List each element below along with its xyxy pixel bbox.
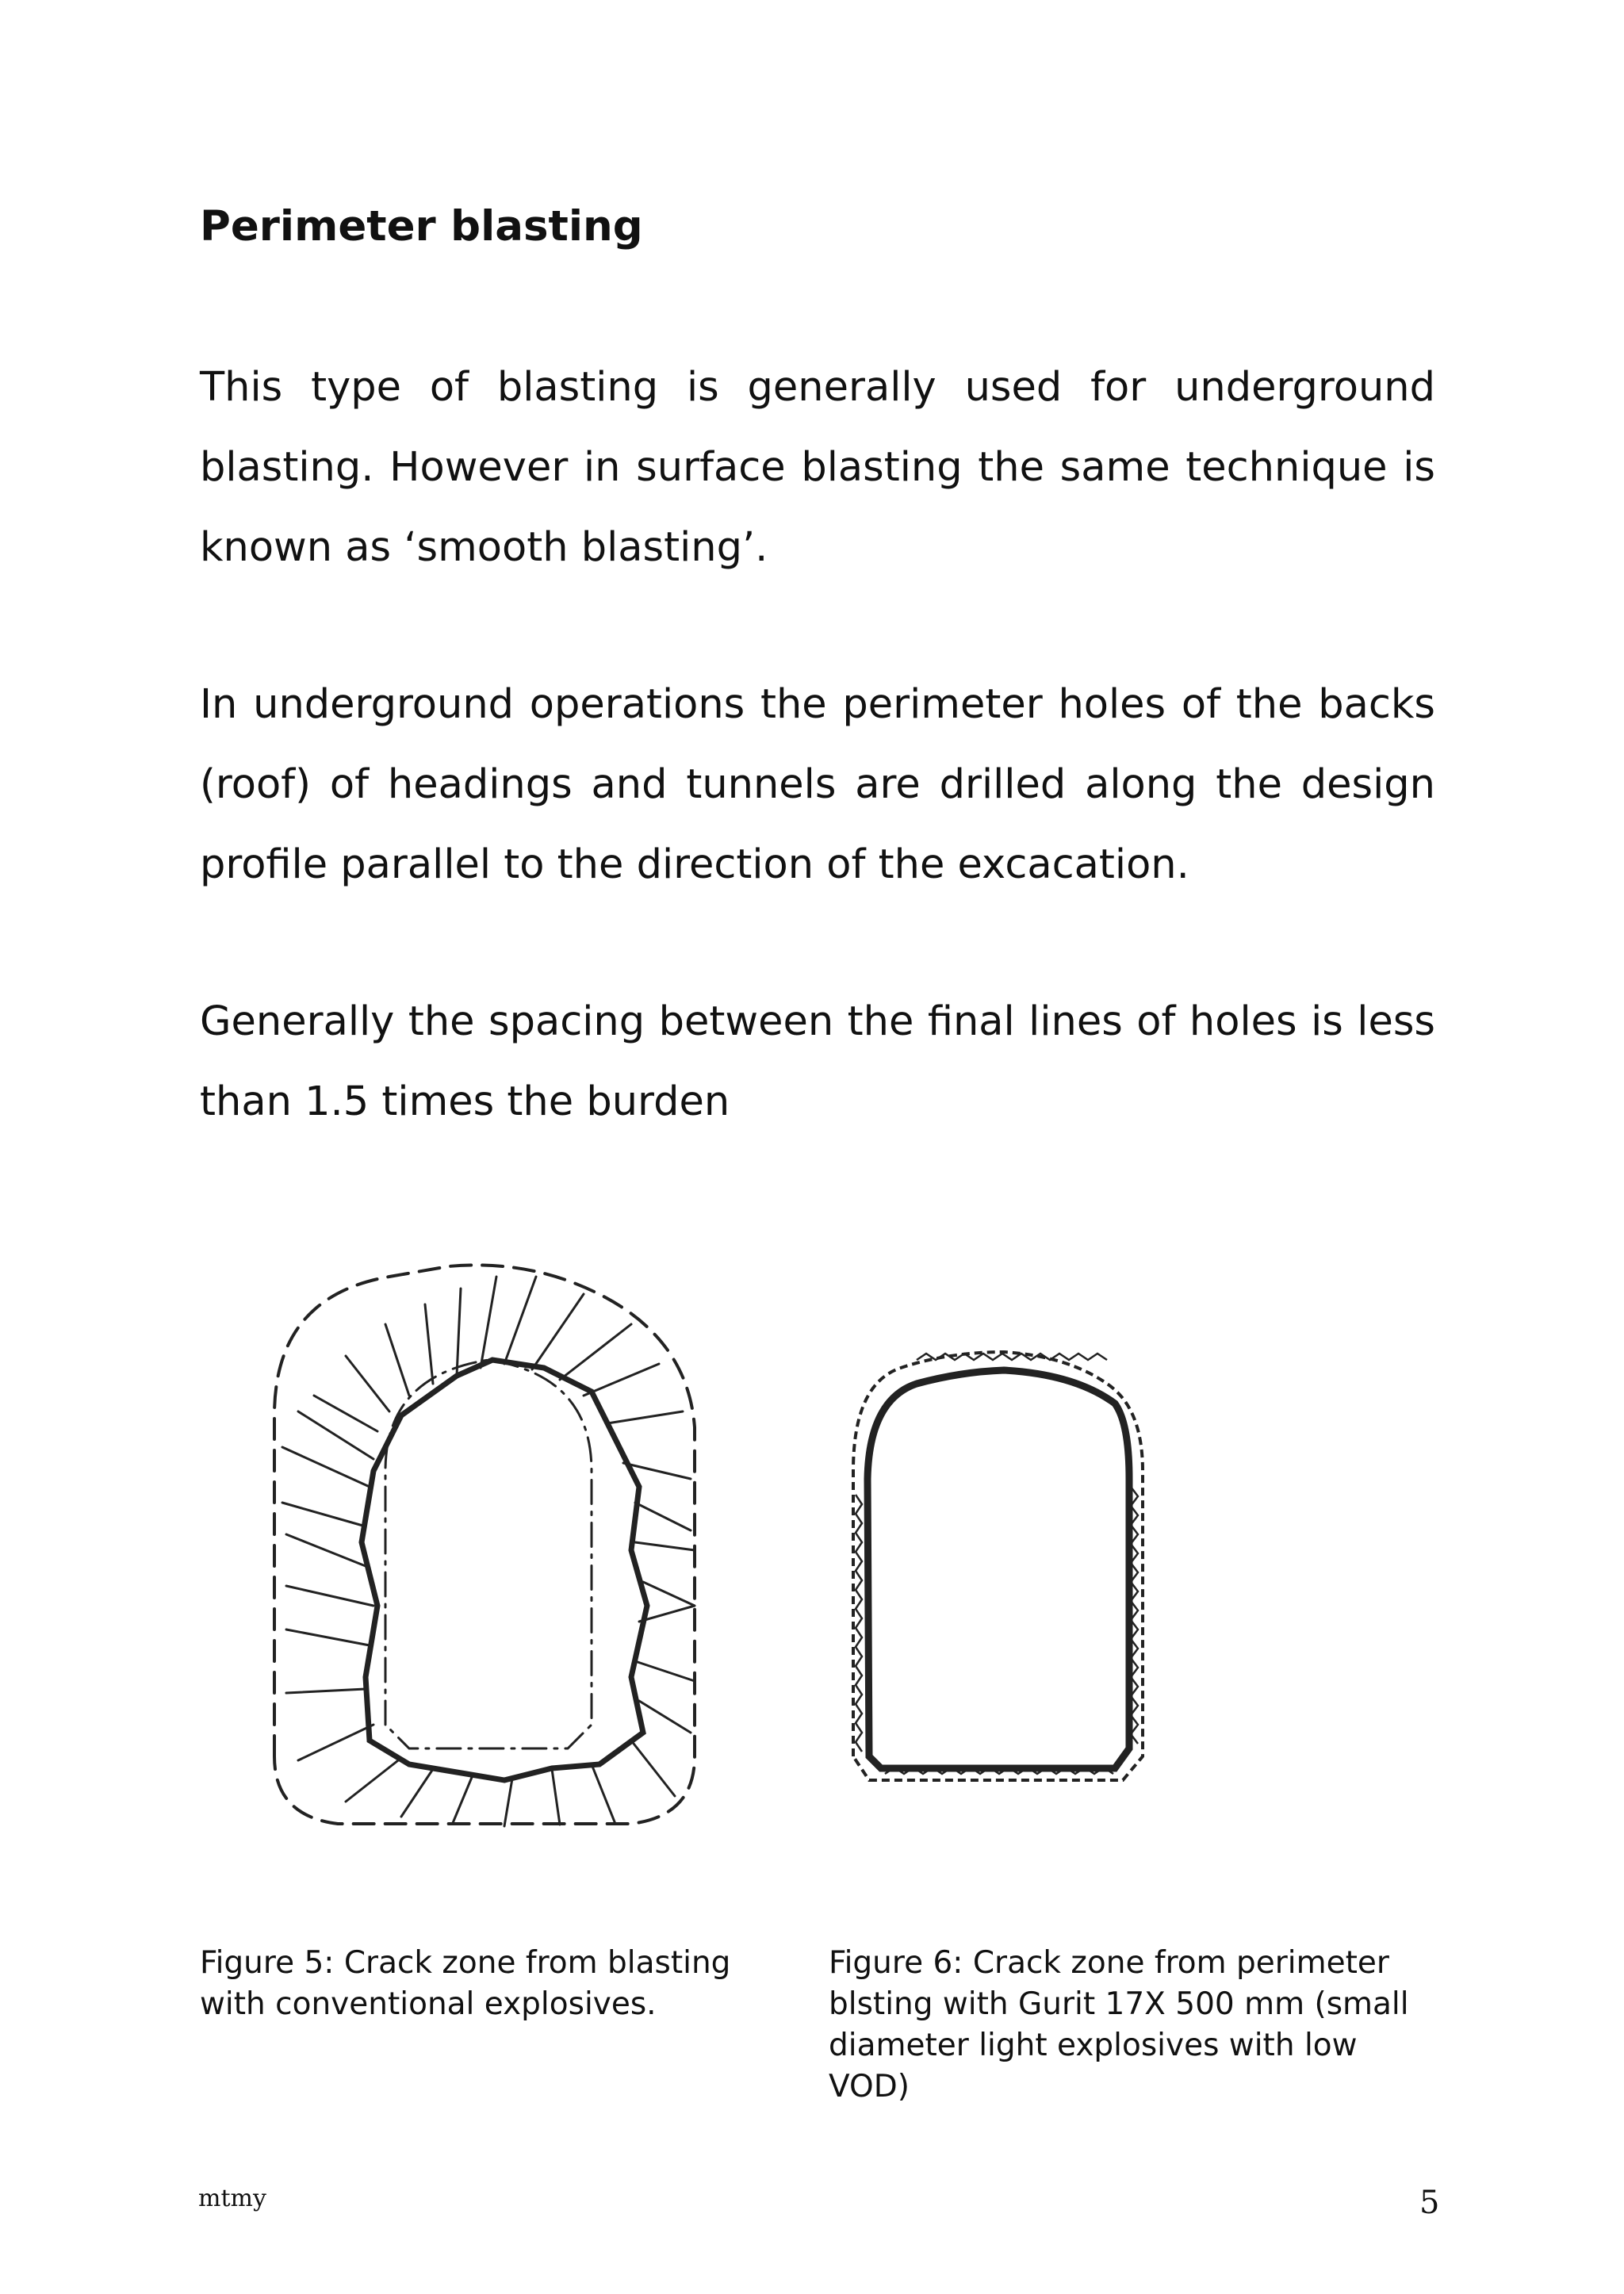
figure-6-caption: Figure 6: Crack zone from perimeter blsting with Gurit 17X 500 mm (small diameter light explosives with low VOD) — [829, 1945, 1409, 2104]
figure-5-drawing — [274, 1265, 695, 1826]
section-heading: Perimeter blasting — [200, 202, 643, 251]
figure-5-caption: Figure 5: Crack zone from blasting with conventional explosives. — [200, 1945, 731, 2022]
footer-label: mtmy — [198, 2185, 266, 2212]
crack-zone-figures — [219, 1233, 1226, 1859]
paragraph-2: In underground operations the perimeter holes of the backs (roof) of headings and tunnels are drilled along the design profile parallel to the direction of the excacation. — [200, 681, 1435, 888]
paragraph-3: Generally the spacing between the final lines of holes is less than 1.5 times the burden — [200, 998, 1435, 1125]
paragraph-1: This type of blasting is generally used for underground blasting. However in surface blasting the same technique is known as ‘smooth blasting’. — [200, 364, 1435, 571]
page-number: 5 — [1419, 2185, 1440, 2221]
figure-6-drawing — [853, 1352, 1143, 1780]
